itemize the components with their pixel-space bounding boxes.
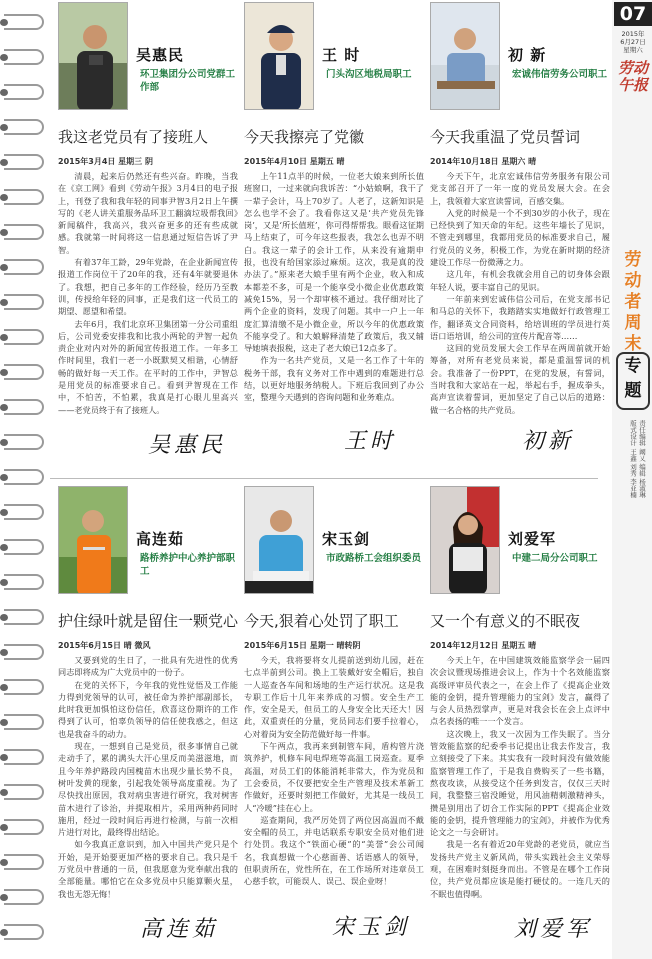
- portrait-photo: [430, 2, 500, 110]
- paragraph: 作为一名共产党员，又是一名工作了十年的税务干部，我有义务对工作中遇到的难题进行总结，以更好地服务纳税人。下班后我回到了办公室，整理今天遇到的咨询问题和业务难点。: [244, 355, 424, 403]
- binder-ring: [4, 714, 44, 730]
- credit-line: 版式设计 王鑫 刘秀 李亚楠: [629, 420, 637, 498]
- handwritten-signature: 吴惠民: [148, 433, 227, 458]
- editor-credits: [628, 420, 646, 498]
- issue-date: 2015年 6月27日 星期六: [620, 30, 646, 54]
- author-role: 市政路桥工会组织委员: [326, 553, 422, 564]
- binder-ring: [4, 749, 44, 765]
- binder-ring: [4, 189, 44, 205]
- paragraph: 入党的时候是一个不到30岁的小伙子，现在已经快到了知天命的年纪。这些年墙长了见识，不管走到哪里，我都用党员的标准要求自己，履行党员的义务，积极工作，为党在新时期的经济建设工作尽一份微薄之力。: [430, 207, 610, 268]
- paragraph: 去年6月，我们北京环卫集团第一分公司重组后，公司党委安排我和比我小两轮的尹智一起负责企业对内对外的新闻宣传报道工作。一年多工作时间里，我们一老一小既默契又相谐，心情舒畅的做好每一天工作。在平时的工作中，尹智总是用党员的标准要求自己。看到尹智现在工作中，不怕苦，不怕累，我真是打心眼儿里高兴——老党员终于有了接班人。: [58, 318, 238, 415]
- handwritten-signature: 刘爱军: [514, 917, 593, 942]
- binder-ring: [4, 434, 44, 450]
- paragraph: 这几年，有机会我就会用自己的切身体会跟年轻人说，要丰富自己的见识。: [430, 269, 610, 292]
- binder-ring: [4, 854, 44, 870]
- article-wu-huimin: [58, 2, 238, 472]
- article-body: [58, 654, 238, 900]
- paragraph: 这次晚上，我又一次因为工作失眠了。当分管效能监察的纪委季书记提出让我去作发言，我立刻接受了下来。其实我有一段时间没有做效能监察管理工作了，于是我自费购买了一些书籍，熬夜攻读，从接受这个任务到发言，仅仅三天时间，我整整三宿没睡觉，用风油精刺激精神头，攒是别用出了切合工作实际的PPT《提高企业效能的金钥，提升管理能力的宝剑》，并被作为优秀论文之一与会研讨。: [430, 728, 610, 838]
- author-name: 初 新: [508, 46, 547, 64]
- article-title: 今天我擦亮了党徽: [244, 128, 365, 146]
- author-name: 高连茹: [136, 530, 185, 548]
- handwritten-signature: 宋玉剑: [332, 915, 411, 940]
- paragraph: 现在，一想到自己是党员，很多事情自己就走动手了，累的满头大汗心里反而美滋滋地，而且今年养护路段内国槐苗木出现少量长势不良，树叶发黄的现象，引起我处领导高度重视。为了尽快找出原因，我对病虫害进行研究，我对树害苗木进行了诊治，并提取相片，采用两种药同时施用，经过一段时间后再进行检测，与前一次相片进行对比，最终得出结论。: [58, 741, 238, 838]
- article-date: 2015年3月4日 星期三 阴: [58, 157, 153, 166]
- binder-ring: [4, 644, 44, 660]
- binder-ring: [4, 924, 44, 940]
- binder-rings: [0, 0, 52, 959]
- credit-line: 责任编辑 阚乂 编辑 杨淑琳: [638, 420, 646, 498]
- section-name: 劳动者周末: [624, 250, 642, 354]
- paragraph: 又要到党的生日了，一批具有先进性的优秀同志即将成为广大党员中的一份子。: [58, 655, 238, 678]
- article-gao-lianru: [58, 486, 238, 906]
- author-role: 路桥养护中心养护部职工: [140, 553, 236, 577]
- portrait-photo: [430, 486, 500, 594]
- binder-ring: [4, 119, 44, 135]
- paragraph: 一年前来到宏诚伟信公司后，在党支部书记和马总的关怀下，我踏踏实实地做好行政管理工作，翻译英文合同资料，给培训班的学员进行英语口语培训，给公司的宣传片配音等……: [430, 293, 610, 341]
- portrait-photo: [58, 486, 128, 594]
- author-name: 宋玉剑: [322, 530, 371, 548]
- handwritten-signature: 高连茹: [140, 917, 219, 942]
- article-chu-xin: [430, 2, 610, 472]
- author-name: 刘爱军: [508, 530, 557, 548]
- row-divider: [50, 478, 598, 479]
- paragraph: 今天，我将要将女儿提前送到幼儿园，赶在七点半前到公司。换上工装戴好安全帽后，独自一人巡查各车间和场地的生产运行状况。这是我专职工作后十几年来养成的习惯。安全生产工作，安全是天，但员工的人身安全比天还大！因此，双重责任的分量，党员同志们要手拉着心，心对着岗为安全防范做好每一件事。: [244, 655, 424, 739]
- article-date: 2014年10月18日 星期六 晴: [430, 157, 537, 166]
- author-name: 吴惠民: [136, 46, 185, 64]
- article-liu-aijun: [430, 486, 610, 906]
- portrait-photo: [58, 2, 128, 110]
- portrait-photo: [244, 486, 314, 594]
- article-title: 今天我重温了党员誓词: [430, 128, 581, 146]
- paragraph: 有着37年工龄，29年党龄，在企业新闻宣传报道工作岗位干了20年的我，还有4年就要退休了。我想，把自己多年的工作经验，经历乃至教训，传授给年轻的同事，正是我们这一代员工的期望、愿望和希望。: [58, 257, 238, 317]
- article-song-yujian: [244, 486, 424, 906]
- binder-ring: [4, 679, 44, 695]
- binder-ring: [4, 819, 44, 835]
- paragraph: 今天下午，北京宏诚伟信劳务服务有限公司党支部召开了一年一度的党员发展大会。在会上，我领着大家宣读誓词，百感交集。: [430, 171, 610, 206]
- article-title: 又一个有意义的不眠夜: [430, 612, 581, 630]
- binder-ring: [4, 14, 44, 30]
- topic-label: 专题: [616, 352, 650, 410]
- binder-ring: [4, 889, 44, 905]
- handwritten-signature: 王时: [344, 429, 397, 454]
- author-role: 门头沟区地税局职工: [326, 69, 412, 80]
- article-body: [430, 170, 610, 416]
- binder-ring: [4, 574, 44, 590]
- article-title: 我这老党员有了接班人: [58, 128, 209, 146]
- binder-ring: [4, 154, 44, 170]
- portrait-photo: [244, 2, 314, 110]
- article-date: 2014年12月12日 星期五 晴: [430, 641, 537, 650]
- author-role: 中建二局分公司职工: [512, 553, 598, 564]
- article-title: 护住绿叶就是留住一颗党心: [58, 612, 238, 630]
- author-role: 宏诚伟信劳务公司职工: [512, 69, 608, 80]
- binder-ring: [4, 259, 44, 275]
- author-role: 环卫集团分公司党群工作部: [140, 69, 236, 93]
- masthead-logo: 劳动午报: [618, 59, 649, 94]
- paragraph: 如今我真正意识到，加入中国共产党只是个开始，是开始要更加严格的要求自己。我只是千万党员中普通的一员，但我愿意为党奉献出我的全部能量。哪怕它在众多党员中只能算颗火星，我也无怨无悔！: [58, 839, 238, 899]
- paragraph: 我是一名有着近20年党龄的老党员，就应当发扬共产党主义新风尚，带头实践社会主义荣辱观，在困难时刻挺身而出。不管是在哪个工作岗位，共产党员都应该是能打硬仗的。一连几天的不眠也值得啊。: [430, 839, 610, 899]
- author-name: 王 时: [322, 46, 361, 64]
- article-body: [244, 654, 424, 888]
- article-body: [430, 654, 610, 900]
- article-date: 2015年6月15日 晴 微风: [58, 641, 151, 650]
- binder-ring: [4, 539, 44, 555]
- article-title: 今天,狠着心处罚了职工: [244, 612, 399, 630]
- paragraph: 今天上午，在中国建筑效能监察学会一届四次会议暨现场推进会议上，作为十个名效能监察高级评审员代表之一，在会上作了《提高企业效能的金钥，提升管理能力的宝剑》发言，赢得了与会人员热烈掌声，更是对我会长在会上点评中点名表扬的唯一一个发言。: [430, 655, 610, 727]
- paragraph: 上午11点半的时候，一位老大娘来到所长值班窗口，一过来就向我诉苦：“小姑娘啊，我干了一辈子会计，马上70岁了。人老了，这新知识是怎么也学不会了。我看你这又是‘共产党员先锋岗’，又是‘所长值班’，你可得帮帮我。眼看这征期马上结束了，可今年这些报表，我怎么也弄不明白。我这一辈子的会计工作，从来没有逾期申报，也没有给国家添过麻烦。这次，我是真的没办法了。”原来老大娘手里有两个企业，收入和成本都差不多，可是一个能享受小微企业优惠政策减免15%，另一个却审核不通过。我仔细对比了两个企业的资料，发现了问题。其中一户上一年度汇算清缴不是小微企业，所以今年的优惠政策不能享受了。和大娘解释清楚了政策后，我又辅导她填表报税，这走了老大娘已12点多了。: [244, 171, 424, 354]
- paragraph: 在党的关怀下，今年我的党性觉悟及工作能力得到党领导的认可，被任命为养护部副部长，此时我更加惧怕这份信任，欣喜这份期许的工作得到了认可，怕辜负领导的信任使我惑之，但这也是我奋斗的动力。: [58, 679, 238, 739]
- binder-ring: [4, 84, 44, 100]
- article-date: 2015年4月10日 星期五 晴: [244, 157, 345, 166]
- binder-ring: [4, 469, 44, 485]
- paragraph: 下午两点，我再来到制管车间，盾构管片浇筑养护，机修车间电焊班等高温工岗巡查。夏季高温，对员工们的体能消耗非常大，作为党员和工会委员，不仅要把安全生产管理及技术革新工作做好，还要时刻把工作做好，尤其是一线员工人“冷暖”挂在心上。: [244, 741, 424, 813]
- binder-ring: [4, 364, 44, 380]
- handwritten-signature: 初新: [522, 429, 575, 454]
- binder-ring: [4, 49, 44, 65]
- article-body: [58, 170, 238, 416]
- binder-ring: [4, 504, 44, 520]
- article-wang-shi: [244, 2, 424, 472]
- article-body: [244, 170, 424, 404]
- binder-ring: [4, 294, 44, 310]
- binder-ring: [4, 399, 44, 415]
- binder-ring: [4, 609, 44, 625]
- paragraph: 这回的党员发展大会工作早在两周前就开始筹备，对所有老党员来说，都是重温誓词的机会。我准备了一份PPT，在党的发展，有誓词，当时我和大家站在一起，举起右手，握成拳头，高声宣读着誓词，更加坚定了自己以后的道路：做一名合格的共产党员。: [430, 343, 610, 415]
- binder-ring: [4, 784, 44, 800]
- paragraph: 巡查期间，我严厉处罚了两位因高温而不戴安全帽的员工，并电话联系专职安全员对他们进行处罚。我这个“铁面心硬”的“美誉”会公司闻名，我真想做一个心慈面善、话语感人的领导，但职责所在，党性所在，在工作场所对违章员工心慈手软，可能误人、误己、误企业呀！: [244, 814, 424, 887]
- page-number: 07: [614, 2, 652, 26]
- paragraph: 清晨，起来后仍然还有些兴奋。昨晚，当我在《京工网》看到《劳动午报》3月4日的电子报上，刊登了我和我年轻的同事尹智3月2日上午撰写的《老人讲关重服务品环卫工翻滴垃圾帮我回》新闻稿件，我高兴，我兴奋更多的还有些成就感。我就第一时间将这一信息通过短信告诉了尹智。: [58, 171, 238, 255]
- binder-ring: [4, 329, 44, 345]
- article-date: 2015年6月15日 星期一 晴转阴: [244, 641, 361, 650]
- binder-ring: [4, 224, 44, 240]
